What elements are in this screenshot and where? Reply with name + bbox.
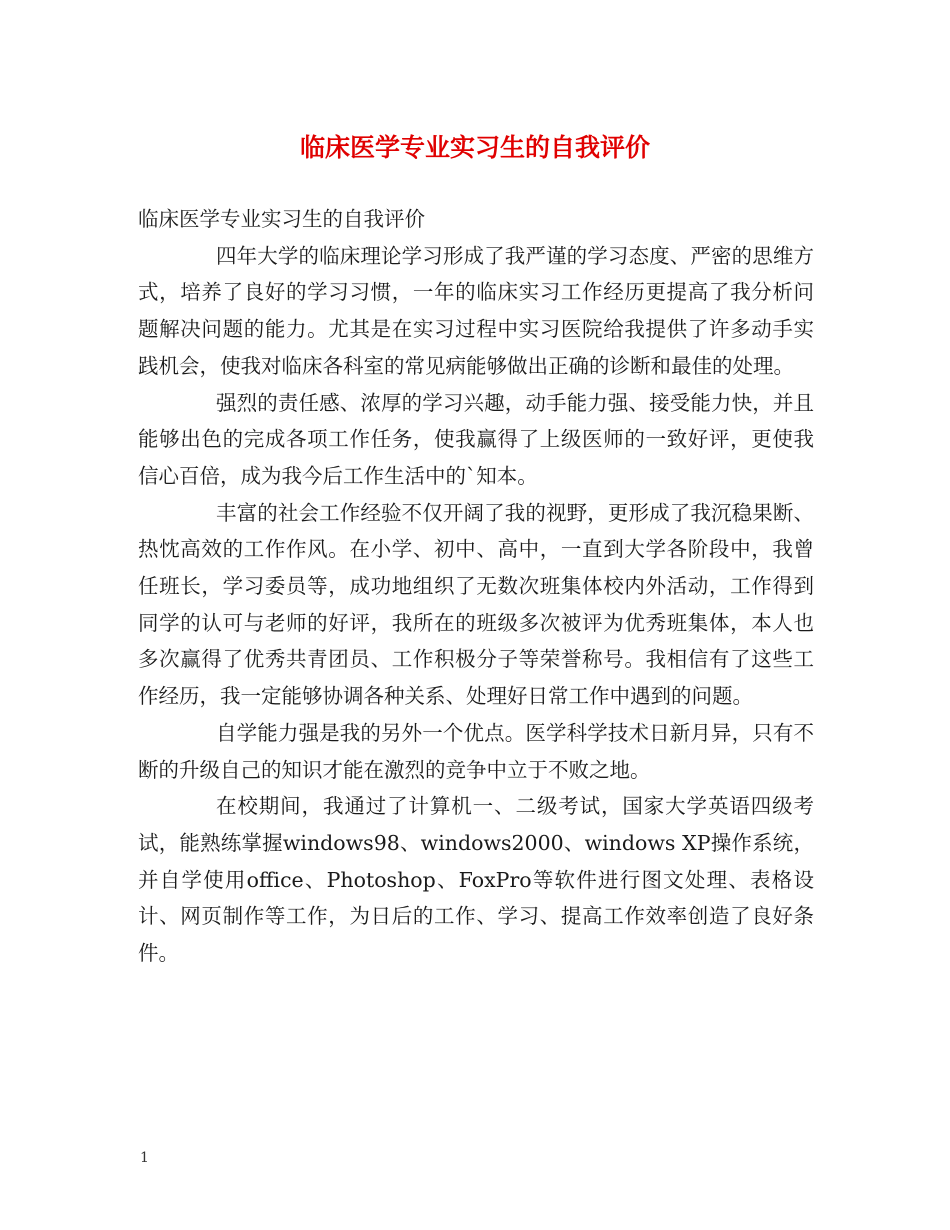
page-number: 1 bbox=[140, 1150, 149, 1166]
document-subtitle: 临床医学专业实习生的自我评价 bbox=[138, 207, 425, 231]
paragraph-5: 在校期间，我通过了计算机一、二级考试，国家大学英语四级考试，能熟练掌握windows98、windows2000、windows XP操作系统，并自学使用office、Photoshop、FoxPro等软件进行图文处理、表格设计、网页制作等工作，为日后的工作、学习、提高工作效率创造了良好条件。 bbox=[138, 794, 814, 966]
paragraph-3: 丰富的社会工作经验不仅开阔了我的视野，更形成了我沉稳果断、热忱高效的工作作风。在小学、初中、高中，一直到大学各阶段中，我曾任班长，学习委员等，成功地组织了无数次班集体校内外活动，工作得到同学的认可与老师的好评，我所在的班级多次被评为优秀班集体，本人也多次赢得了优秀共青团员、工作积极分子等荣誉称号。我相信有了这些工作经历，我一定能够协调各种关系、处理好日常工作中遇到的问题。 bbox=[138, 500, 814, 709]
paragraph-2: 强烈的责任感、浓厚的学习兴趣，动手能力强、接受能力快，并且能够出色的完成各项工作任务，使我赢得了上级医师的一致好评，更使我信心百倍，成为我今后工作生活中的`知本。 bbox=[138, 390, 814, 488]
paragraph-4: 自学能力强是我的另外一个优点。医学科学技术日新月异，只有不断的升级自己的知识才能在激烈的竞争中立于不败之地。 bbox=[138, 720, 814, 782]
paragraph-1: 四年大学的临床理论学习形成了我严谨的学习态度、严密的思维方式，培养了良好的学习习惯，一年的临床实习工作经历更提高了我分析问题解决问题的能力。尤其是在实习过程中实习医院给我提供了许多动手实践机会，使我对临床各科室的常见病能够做出正确的诊断和最佳的处理。 bbox=[138, 243, 814, 378]
document-body bbox=[138, 201, 814, 972]
document-title: 临床医学专业实习生的自我评价 bbox=[299, 133, 650, 162]
